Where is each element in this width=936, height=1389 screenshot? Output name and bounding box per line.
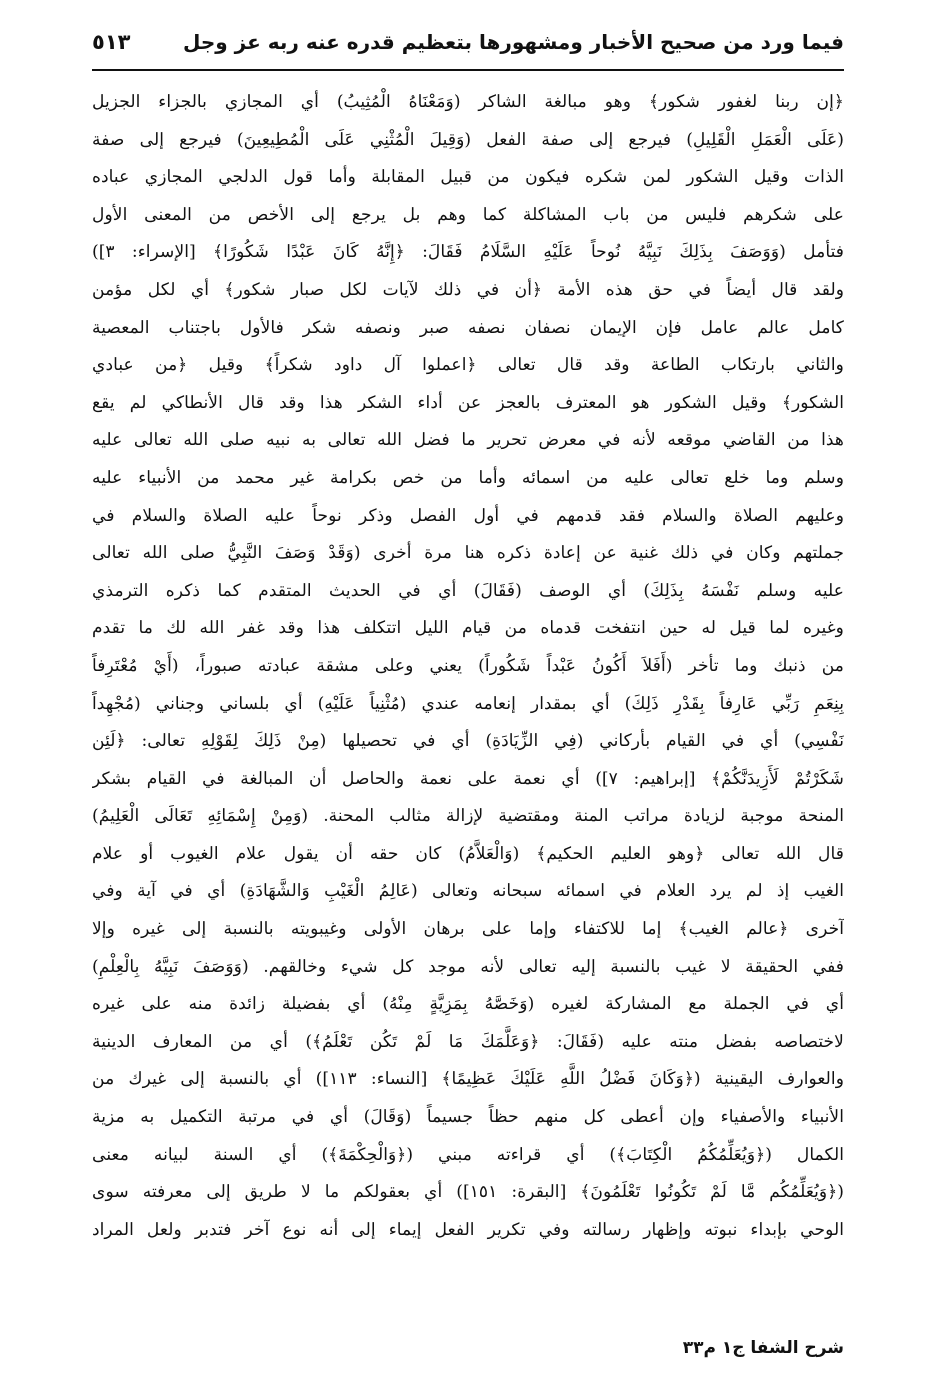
text-line: بِنِعَمِ رَبِّي عَارِفاً بِقَدْرِ ذَلِكَ) أي بمقدار إنعامه عندي (مُثْنِياً عَلَيْهِ) أي بلساني وجناني (مُجْهِداً bbox=[92, 693, 844, 714]
text-line: الغيب إذ لم يرد العلام في اسمائه سبحانه وتعالى (عَالِمُ الْغَيْبِ وَالشَّهَادَةِ) أي في آية وفي bbox=[92, 881, 844, 902]
signature-mark: شرح الشفا ج١ م٣٣ bbox=[682, 1338, 844, 1358]
text-line: من ذنبك وما تأخر (أَفَلاَ أَكُونُ عَبْداً شَكُوراً) يعني وعلى مشقة عبادته صبوراً، (أَيْ مُعْتَرِفاً bbox=[92, 655, 844, 676]
text-line: ﴿إن ربنا لغفور شكور﴾ وهو مبالغة الشاكر (وَمَعْنَاهُ الْمُثِيبُ) أي المجازي بالجزاء الجزيل bbox=[92, 92, 844, 112]
text-line: كامل عالم عامل فإن الإيمان نصفان نصفه صبر ونصفه شكر فالأول باجتناب المعصية bbox=[92, 317, 844, 338]
header-divider bbox=[92, 69, 844, 71]
text-line: الكمال (﴿وَيُعَلِّمُكُمُ الْكِتَابَ﴾) أي قراءته مبني (﴿وَالْحِكْمَةَ﴾) أي السنة لبيانه معنى bbox=[92, 1144, 844, 1165]
text-line: والثاني بارتكاب الطاعة وقد قال تعالى ﴿اعملوا آل داود شكراً﴾ وقيل ﴿من عبادي bbox=[92, 355, 844, 376]
text-line: المنحة موجبة لزيادة مراتب المنة ومقتضية لإزالة مثالب المحنة. (وَمِنْ إِسْمَائِهِ تَعَالَى الْعَلِيمُ) bbox=[92, 806, 844, 827]
page-number: ٥١٣ bbox=[92, 30, 131, 54]
text-line: ولقد قال أيضاً في حق هذه الأمة ﴿أن في ذلك لآيات لكل صبار شكور﴾ أي لكل مؤمن bbox=[92, 279, 844, 300]
text-line: على شكرهم فليس من باب المشاكلة كما وهم بل يرجع إلى الأخص من المعنى الأول bbox=[92, 204, 844, 225]
body-text bbox=[92, 84, 844, 1249]
text-line: وغيره لما قيل له حين انتفخت قدماه من قيام الليل اتتكلف هذا وقد غفر الله لك ما تقدم bbox=[92, 618, 844, 639]
text-line: جملتهم وكان في ذلك غنية عن إعادة ذكره هنا مرة أخرى (وَقَدْ وَصَفَ النَّبِيُّ صلى الله تعالى bbox=[92, 543, 844, 564]
text-line: (عَلَى الْعَمَلِ الْقَلِيلِ) فيرجع إلى صفة الفعل (وَقِيلَ الْمُثْنِي عَلَى الْمُطِيعِينَ) فيرجع إلى صفة bbox=[92, 129, 844, 150]
text-line: هذا من القاضي موقعه لأنه في معرض تحرير ما فضل الله تعالى به نبيه صلى الله تعالى عليه bbox=[92, 430, 844, 451]
text-line: الأنبياء والأصفياء وإن أعطى كل منهم حظاً جسيماً (وَقَالَ) أي في مرتبة التكميل به مزية bbox=[92, 1107, 844, 1128]
text-line: آخرى ﴿عالم الغيب﴾ إما للاكتفاء وإما على برهان الأولى وغيبويته بالنسبة إلى غيره وإلا bbox=[92, 919, 844, 940]
text-line: وسلم وما خلع تعالى عليه من اسمائه وأما من خص بكرامة غير محمد من الأنبياء عليه bbox=[92, 467, 844, 488]
text-line: الذات وقيل الشكور لمن شكره فيكون من قبيل المقابلة وأما قول الدلجي المجازي عباده bbox=[92, 167, 844, 188]
text-line: قال الله تعالى ﴿وهو العليم الحكيم﴾ (وَالْعَلاَّمُ) كان حقه أن يقول علام الغيوب أو علام bbox=[92, 843, 844, 864]
page-header bbox=[92, 22, 844, 62]
text-line: وعليهم الصلاة والسلام فقد قدمهم في أول الفصل وذكر نوحاً عليه الصلاة والسلام في bbox=[92, 505, 844, 526]
text-line: (﴿وَيُعَلِّمُكُم مَّا لَمْ تَكُونُوا تَعْلَمُونَ﴾ [البقرة: ١٥١]) أي بعقولكم ما لا طريق إلى معرفته سوى bbox=[92, 1182, 844, 1203]
text-line: عليه وسلم نَفْسَهُ بِذَلِكَ) أي الوصف (فَقَالَ) أي في الحديث المتقدم كما ذكره الترمذي bbox=[92, 580, 844, 601]
text-line: ففي الحقيقة لا غيب بالنسبة إليه تعالى لأنه موجد كل شيء وخالقهم. (وَوَصَفَ نَبِيَّهُ بِالْعِلْمِ) bbox=[92, 956, 844, 977]
text-line: لاختصاصه بفضل منته عليه (فَقَالَ: ﴿وَعَلَّمَكَ مَا لَمْ تَكُن تَعْلَمُ﴾) أي من المعارف الدينية bbox=[92, 1031, 844, 1052]
text-line: فتأمل (وَوَصَفَ بِذَلِكَ نَبِيَّهُ نُوحاً عَلَيْهِ السَّلَامُ فَقَالَ: ﴿إِنَّهُ كَانَ عَبْدًا شَكُورًا﴾ [الإسراء: ٣]) bbox=[92, 242, 844, 263]
running-title: فيما ورد من صحيح الأخبار ومشهورها بتعظيم قدره عنه ربه عز وجل bbox=[183, 30, 844, 54]
text-line: نَفْسِي) أي في القيام بأركاني (فِي الزِّيَادَةِ) أي في تحصيلها (مِنْ ذَلِكَ لِقَوْلِهِ تعالى: ﴿لَئِن bbox=[92, 731, 844, 752]
text-line: والعوارف اليقينية (﴿وَكَانَ فَضْلُ اللَّهِ عَلَيْكَ عَظِيمًا﴾ [النساء: ١١٣]) أي بالنسبة إلى غيرك من bbox=[92, 1069, 844, 1090]
text-line: شَكَرْتُمْ لَأَزِيدَنَّكُمْ﴾ [إبراهيم: ٧]) أي نعمة على نعمة والحاصل أن المبالغة في القيام بشكر bbox=[92, 768, 844, 789]
text-line: الوحي بإبداء نبوته وإظهار رسالته وفي تكرير الفعل إيماء إلى أنه نوع آخر فتدبر ولعل المراد bbox=[92, 1219, 844, 1240]
text-line: أي في الجملة مع المشاركة لغيره (وَخَصَّهُ بِمَزِيَّةٍ مِنْهُ) أي بفضيلة زائدة منه على غيره bbox=[92, 994, 844, 1015]
text-line: الشكور﴾ وقيل الشكور هو المعترف بالعجز عن أداء الشكر هذا وقد قال الأنطاكي لم يقع bbox=[92, 392, 844, 413]
